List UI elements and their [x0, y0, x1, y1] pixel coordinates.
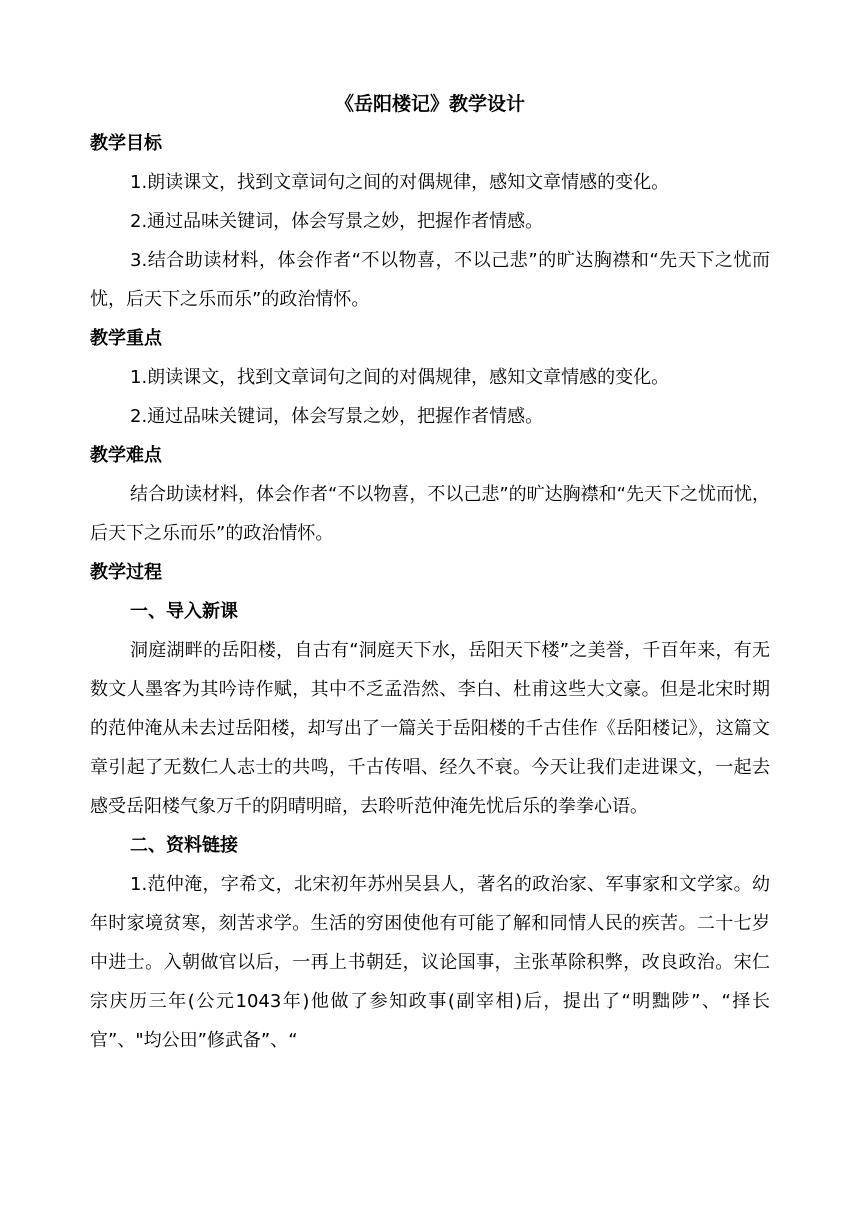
- objective-item: 1.朗读课文，找到文章词句之间的对偶规律，感知文章情感的变化。: [130, 172, 670, 193]
- key-point-item: 2.通过品味关键词，体会写景之妙，把握作者情感。: [130, 406, 544, 427]
- intro-subheading: 一、导入新课: [130, 601, 238, 622]
- objectives-heading: 教学目标: [90, 133, 162, 154]
- materials-text: 1.范仲淹，字希文，北宋初年苏州吴县人，著名的政治家、军事家和文学家。幼年时家境贫寒，刻苦求学。生活的穷困使他有可能了解和同情人民的疾苦。二十七岁中进士。入朝做官以后，一再上书朝廷，议论国事，主张革除积弊，改良政治。宋仁宗庆历三年(公元1043年)他做了参知政事(副宰相)后，提出了“明黜陟”、“择长官”、"均公田”修武备”、“: [90, 874, 770, 1051]
- materials-subheading: 二、资料链接: [130, 835, 238, 856]
- document-title: 《岳阳楼记》教学设计: [334, 93, 525, 115]
- objective-item: 3.结合助读材料，体会作者“不以物喜，不以己悲”的旷达胸襟和“先天下之忧而忧，后天下之乐而乐”的政治情怀。: [90, 250, 770, 310]
- difficulties-text: 结合助读材料，体会作者“不以物喜，不以己悲”的旷达胸襟和“先天下之忧而忧，后天下之乐而乐”的政治情怀。: [90, 484, 770, 544]
- process-heading: 教学过程: [90, 562, 162, 583]
- difficulties-heading: 教学难点: [90, 445, 162, 466]
- intro-text: 洞庭湖畔的岳阳楼，自古有“洞庭天下水，岳阳天下楼”之美誉，千百年来，有无数文人墨客为其吟诗作赋，其中不乏孟浩然、李白、杜甫这些大文豪。但是北宋时期的范仲淹从未去过岳阳楼，却写出了一篇关于岳阳楼的千古佳作《岳阳楼记》，这篇文章引起了无数仁人志士的共鸣，千古传唱、经久不衰。今天让我们走进课文，一起去感受岳阳楼气象万千的阴晴明暗，去聆听范仲淹先忧后乐的拳拳心语。: [90, 640, 770, 817]
- document-page: [90, 84, 770, 1060]
- key-points-heading: 教学重点: [90, 328, 162, 349]
- objective-item: 2.通过品味关键词，体会写景之妙，把握作者情感。: [130, 211, 544, 232]
- key-point-item: 1.朗读课文，找到文章词句之间的对偶规律，感知文章情感的变化。: [130, 367, 670, 388]
